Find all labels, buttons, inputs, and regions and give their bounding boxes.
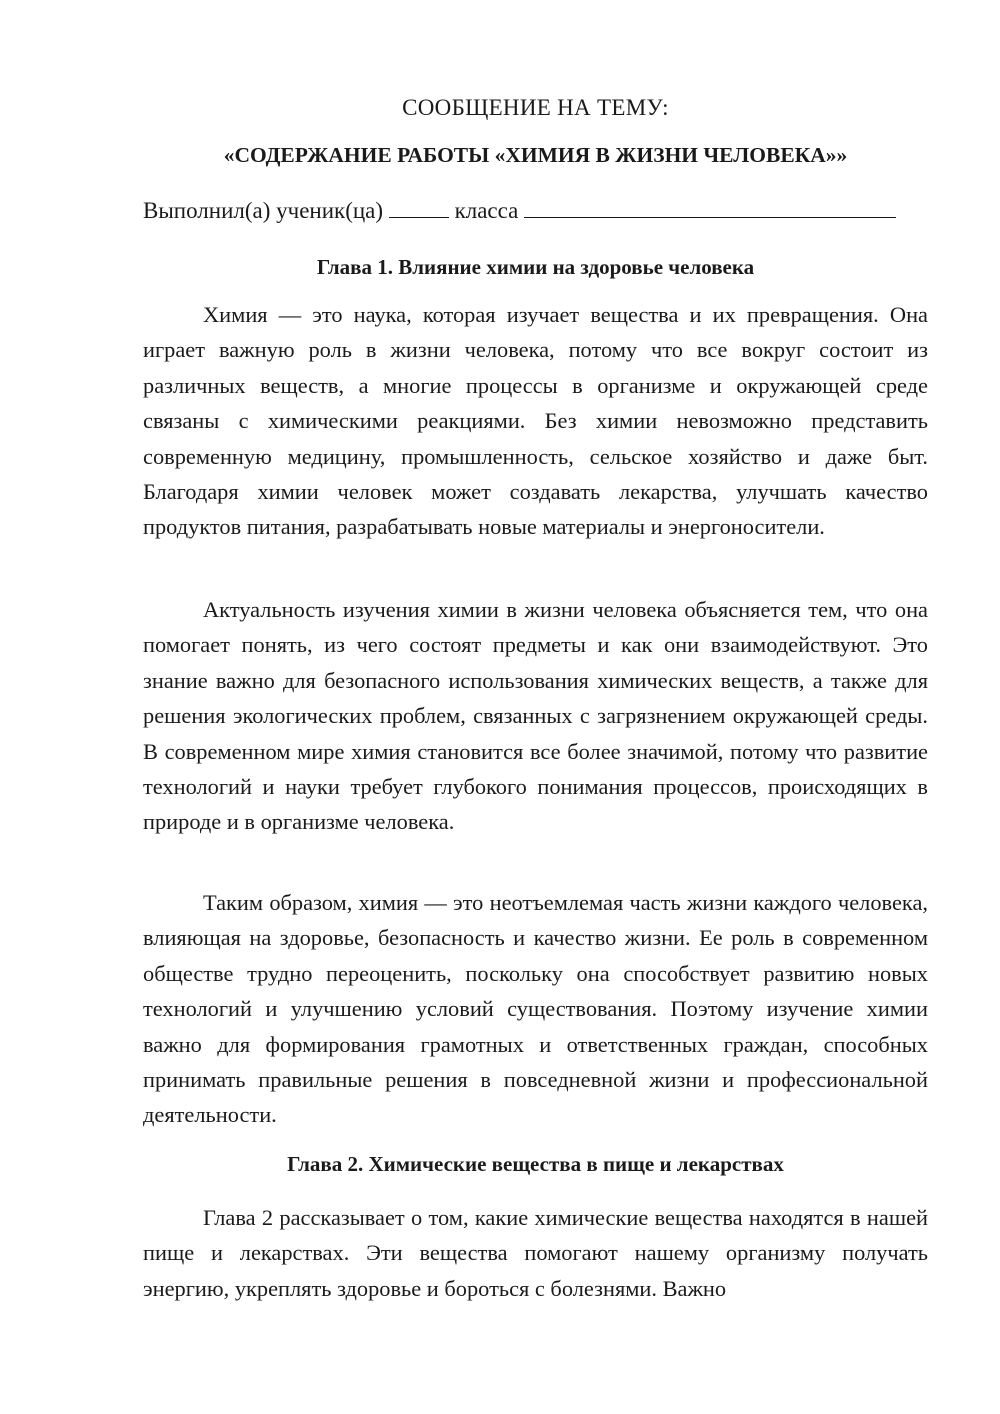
author-prefix: Выполнил(а) ученик(ца) <box>143 198 384 223</box>
chapter1-paragraph: Актуальность изучения химии в жизни человека объясняется тем, что она помогает понять, из чего состоят предметы и как они взаимодействуют. Это знание важно для безопасного использования химических веществ, а также для решения экологических проблем, связанных с загрязнением окружающей среды. В современном мире химия становится все более значимой, потому что развитие технологий и науки требует глубокого понимания процессов, происходящих в природе и в организме человека. <box>143 597 928 835</box>
chapter1-paragraph: Химия — это наука, которая изучает вещества и их превращения. Она играет важную роль в жизни человека, потому что все вокруг состоит из различных веществ, а многие процессы в организме и окружающей среде связаны с химическими реакциями. Без химии невозможно представить современную медицину, промышленность, сельское хозяйство и даже быт. Благодаря химии человек может создавать лекарства, улучшать качество продуктов питания, разрабатывать новые материалы и энергоносители. <box>143 302 928 540</box>
author-class-label: класса <box>454 198 519 223</box>
chapter2-paragraph: Глава 2 рассказывает о том, какие химические вещества находятся в нашей пище и лекарствах. Эти вещества помогают нашему организму получать энергию, укреплять здоровье и бороться с болезнями. Важно <box>143 1205 928 1301</box>
chapter1-paragraph: Таким образом, химия — это неотъемлемая часть жизни каждого человека, влияющая на здоровье, безопасность и качество жизни. Ее роль в современном обществе трудно переоценить, поскольку она способствует развитию новых технологий и улучшению условий существования. Поэтому изучение химии важно для формирования грамотных и ответственных граждан, способных принимать правильные решения в повседневной жизни и профессиональной деятельности. <box>143 890 928 1128</box>
document-title-line1: СООБЩЕНИЕ НА ТЕМУ: <box>402 95 669 120</box>
grade-blank-field <box>389 197 449 218</box>
chapter2-heading: Глава 2. Химические вещества в пище и лекарствах <box>287 1152 784 1176</box>
document-title-line2: «СОДЕРЖАНИЕ РАБОТЫ «ХИМИЯ В ЖИЗНИ ЧЕЛОВЕКА»» <box>223 143 848 167</box>
chapter1-heading: Глава 1. Влияние химии на здоровье человека <box>316 255 755 279</box>
name-blank-field <box>524 197 896 218</box>
author-line <box>143 197 928 224</box>
